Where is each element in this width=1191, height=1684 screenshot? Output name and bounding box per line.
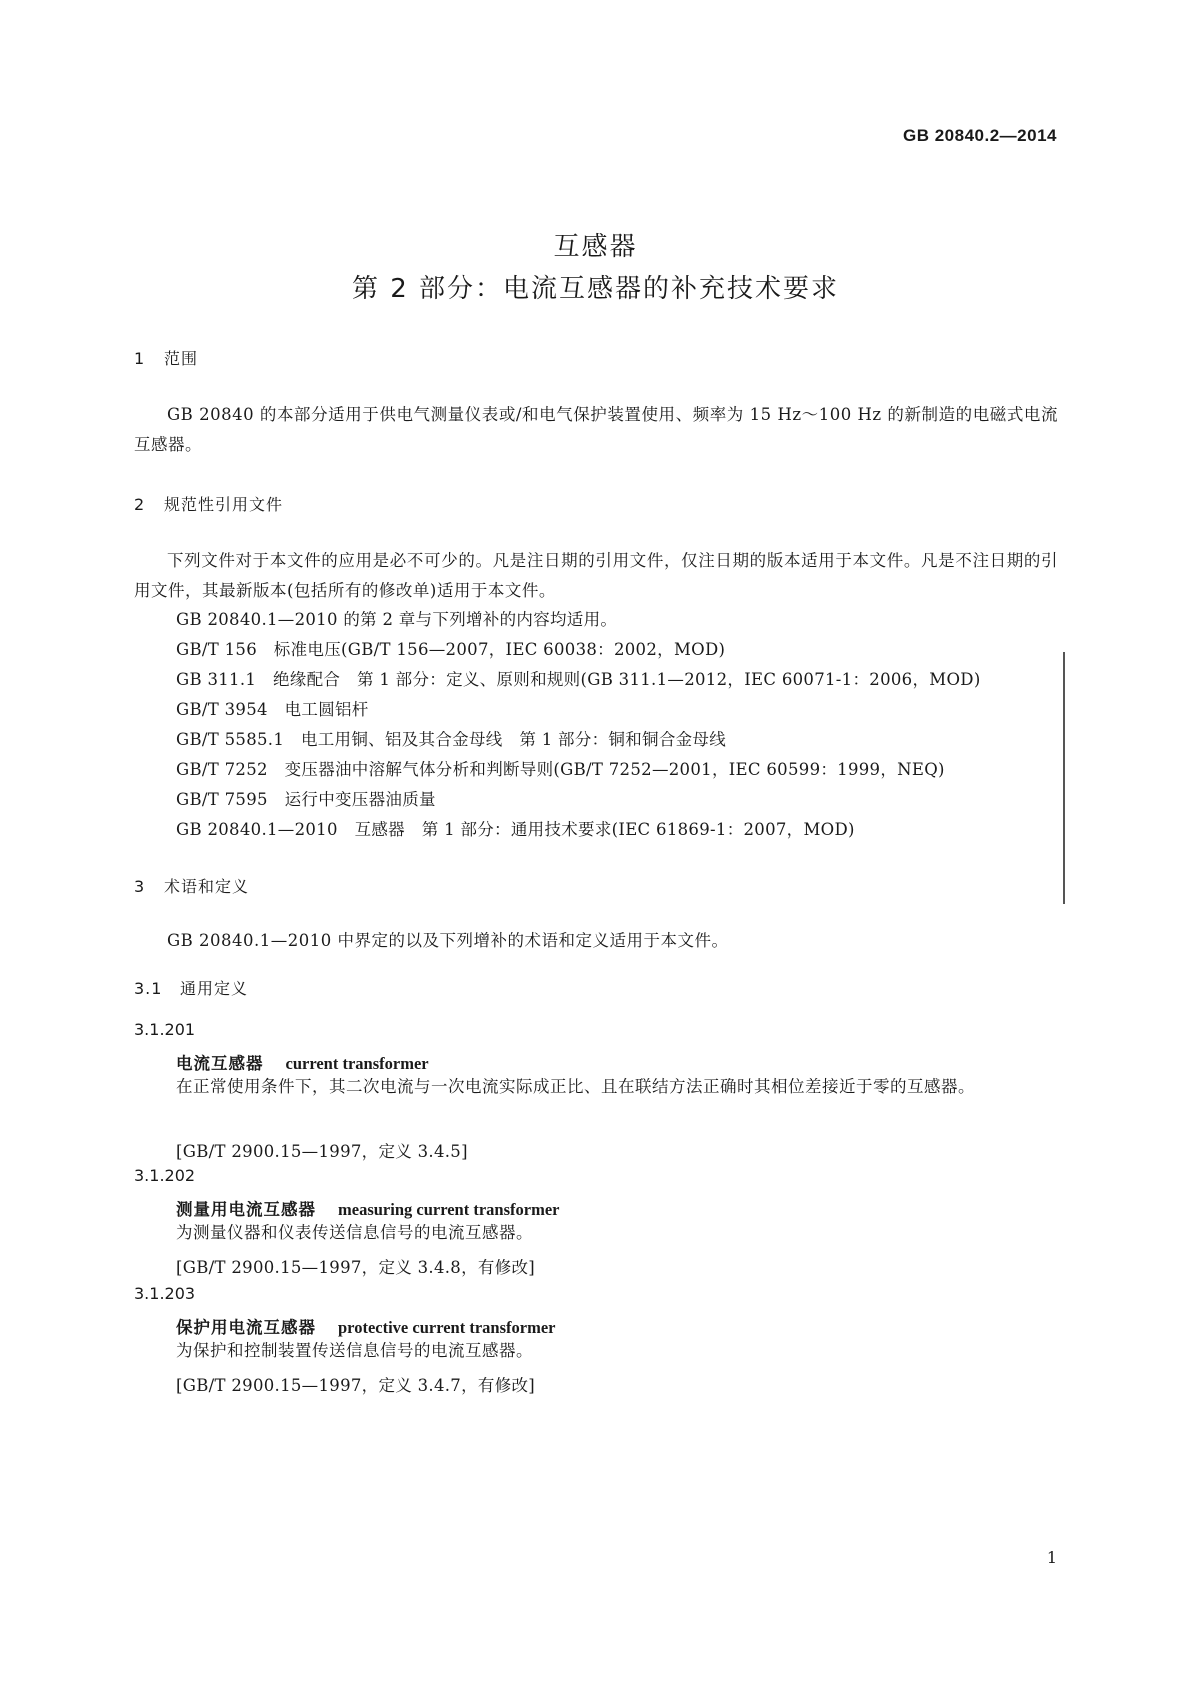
term-definition: 在正常使用条件下，其二次电流与一次电流实际成正比、且在联结方法正确时其相位差接近于零的互感器。 [176, 1077, 975, 1096]
term-chinese: 保护用电流互感器 [176, 1318, 316, 1337]
section-heading-normative-references [134, 492, 283, 515]
change-bar [1063, 652, 1065, 904]
term-heading [176, 1314, 555, 1338]
document-subtitle: 第 2 部分：电流互感器的补充技术要求 [351, 274, 840, 304]
section-title: 范围 [164, 349, 199, 368]
section-number: 2 [134, 495, 146, 514]
references-intro-paragraph: 下列文件对于本文件的应用是必不可少的。凡是注日期的引用文件，仅注日期的版本适用于本文件。凡是不注日期的引用文件，其最新版本(包括所有的修改单)适用于本文件。 [134, 551, 1058, 600]
term-source: [GB/T 2900.15—1997，定义 3.4.5] [176, 1142, 468, 1161]
subsection-heading-general-definitions [134, 976, 248, 999]
reference-line: GB/T 7595 运行中变压器油质量 [176, 790, 436, 809]
reference-line: GB 311.1 绝缘配合 第 1 部分：定义、原则和规则(GB 311.1—2012，IEC 60071-1：2006，MOD) [176, 670, 981, 689]
term-english: current transformer [285, 1054, 429, 1073]
term-english: protective current transformer [338, 1318, 556, 1337]
section-title: 通用定义 [180, 979, 249, 998]
section-number: 3.1 [134, 979, 163, 998]
term-chinese: 电流互感器 [176, 1054, 264, 1073]
reference-line: GB/T 3954 电工圆铝杆 [176, 700, 369, 719]
section-title: 术语和定义 [164, 877, 250, 896]
section-title: 规范性引用文件 [164, 495, 284, 514]
term-number: 3.1.203 [134, 1284, 196, 1303]
term-chinese: 测量用电流互感器 [176, 1200, 316, 1219]
term-definition: 为保护和控制装置传送信息信号的电流互感器。 [176, 1341, 533, 1360]
standard-code: GB 20840.2—2014 [903, 126, 1057, 145]
term-source: [GB/T 2900.15—1997，定义 3.4.7，有修改] [176, 1376, 536, 1395]
reference-line: GB/T 7252 变压器油中溶解气体分析和判断导则(GB/T 7252—2001，IEC 60599：1999，NEQ) [176, 760, 945, 779]
page-number: 1 [1046, 1548, 1057, 1567]
term-number: 3.1.201 [134, 1020, 196, 1039]
section-heading-terms [134, 874, 249, 897]
section-heading-scope [134, 346, 198, 369]
document-title: 互感器 [553, 232, 638, 262]
term-number: 3.1.202 [134, 1166, 196, 1185]
section-number: 1 [134, 349, 146, 368]
reference-line: GB 20840.1—2010 的第 2 章与下列增补的内容均适用。 [176, 610, 618, 629]
terms-intro-paragraph: GB 20840.1—2010 中界定的以及下列增补的术语和定义适用于本文件。 [167, 931, 729, 950]
scope-paragraph: GB 20840 的本部分适用于供电气测量仪表或/和电气保护装置使用、频率为 15 Hz～100 Hz 的新制造的电磁式电流互感器。 [134, 405, 1058, 454]
term-definition: 为测量仪器和仪表传送信息信号的电流互感器。 [176, 1223, 533, 1242]
reference-line: GB/T 156 标准电压(GB/T 156—2007，IEC 60038：2002，MOD) [176, 640, 726, 659]
term-source: [GB/T 2900.15—1997，定义 3.4.8，有修改] [176, 1258, 536, 1277]
term-heading [176, 1196, 559, 1220]
reference-line: GB 20840.1—2010 互感器 第 1 部分：通用技术要求(IEC 61869-1：2007，MOD) [176, 820, 855, 839]
term-english: measuring current transformer [338, 1200, 560, 1219]
term-heading [176, 1050, 429, 1074]
reference-line: GB/T 5585.1 电工用铜、铝及其合金母线 第 1 部分：铜和铜合金母线 [176, 730, 727, 749]
section-number: 3 [134, 877, 146, 896]
